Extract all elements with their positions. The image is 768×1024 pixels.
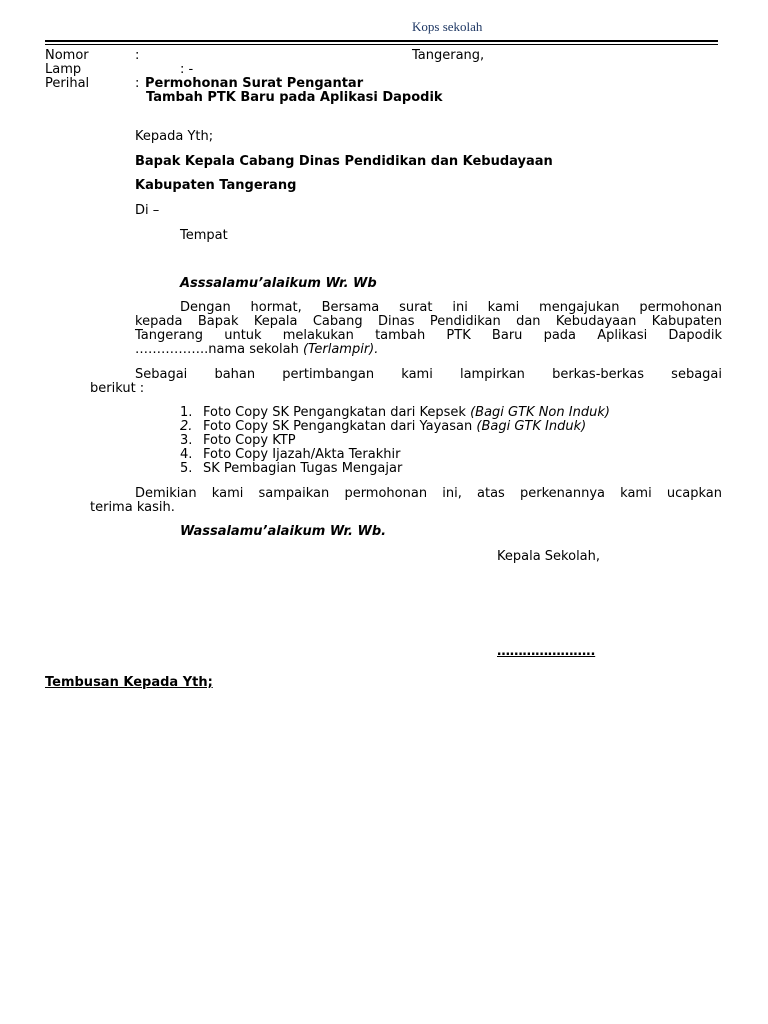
paragraph-1-line-3: Tangerang untuk melakukan tambah PTK Baru pada Aplikasi Dapodik [135, 328, 722, 343]
lamp-label: Lamp [45, 62, 82, 77]
salam-close: Wassalamu’alaikum Wr. Wb. [180, 524, 387, 539]
attachment-number: 4. [180, 447, 193, 462]
attachment-text: Foto Copy SK Pengangkatan dari Yayasan [203, 419, 473, 434]
attachment-item [180, 434, 296, 448]
signature-title: Kepala Sekolah, [497, 549, 601, 564]
attachment-item [180, 462, 402, 476]
attachment-item [180, 406, 610, 420]
nomor-value: : [135, 48, 140, 63]
recipient-line-1: Bapak Kepala Cabang Dinas Pendidikan dan Kebudayaan [135, 154, 553, 169]
attachment-text: Foto Copy Ijazah/Akta Terakhir [203, 447, 401, 462]
tembusan-heading: Tembusan Kepada Yth; [45, 675, 213, 690]
attachment-note: (Bagi GTK Induk) [476, 419, 587, 434]
tempat-label: Tempat [180, 228, 228, 243]
signature-name: ………………….. [497, 644, 596, 659]
perihal-line-2: Tambah PTK Baru pada Aplikasi Dapodik [146, 90, 443, 105]
di-label: Di – [135, 203, 160, 218]
attachment-text: Foto Copy SK Pengangkatan dari Kepsek [203, 405, 466, 420]
nomor-label: Nomor [45, 48, 89, 63]
letterhead-title: Kops sekolah [412, 19, 483, 34]
attachment-item [180, 448, 400, 462]
place-date: Tangerang, [412, 48, 485, 63]
letterhead-rule-thin [45, 44, 718, 45]
attachment-number: 3. [180, 433, 193, 448]
paragraph-2-line-1: Sebagai bahan pertimbangan kami lampirkan berkas-berkas sebagai [135, 367, 722, 382]
paragraph-1-line-4 [135, 343, 378, 357]
attachment-note: (Bagi GTK Non Induk) [470, 405, 610, 420]
lamp-value: : - [180, 62, 194, 77]
attachment-text: SK Pembagian Tugas Mengajar [203, 461, 403, 476]
perihal-label: Perihal [45, 76, 90, 91]
closing-line-1: Demikian kami sampaikan permohonan ini, atas perkenannya kami ucapkan [135, 486, 722, 501]
attachment-number: 5. [180, 461, 193, 476]
paragraph-2-line-2: berikut : [90, 381, 145, 396]
attachment-item [180, 420, 586, 434]
greeting: Kepada Yth; [135, 129, 214, 144]
letterhead-rule-thick [45, 40, 718, 42]
perihal-colon: : [135, 76, 140, 91]
attachment-number: 1. [180, 405, 193, 420]
recipient-line-2: Kabupaten Tangerang [135, 178, 297, 193]
perihal-line-1: Permohonan Surat Pengantar [145, 76, 364, 91]
school-name-placeholder: ……………..nama sekolah [135, 342, 299, 357]
paragraph-1-line-1: Dengan hormat, Bersama surat ini kami mengajukan permohonan [180, 300, 722, 315]
attachment-number: 2. [180, 419, 193, 434]
paragraph-1-line-2: kepada Bapak Kepala Cabang Dinas Pendidikan dan Kebudayaan Kabupaten [135, 314, 722, 329]
terlampir-note: (Terlampir). [302, 342, 379, 357]
attachment-text: Foto Copy KTP [203, 433, 296, 448]
closing-line-2: terima kasih. [90, 500, 175, 515]
salam-open: Asssalamu’alaikum Wr. Wb [180, 276, 377, 291]
